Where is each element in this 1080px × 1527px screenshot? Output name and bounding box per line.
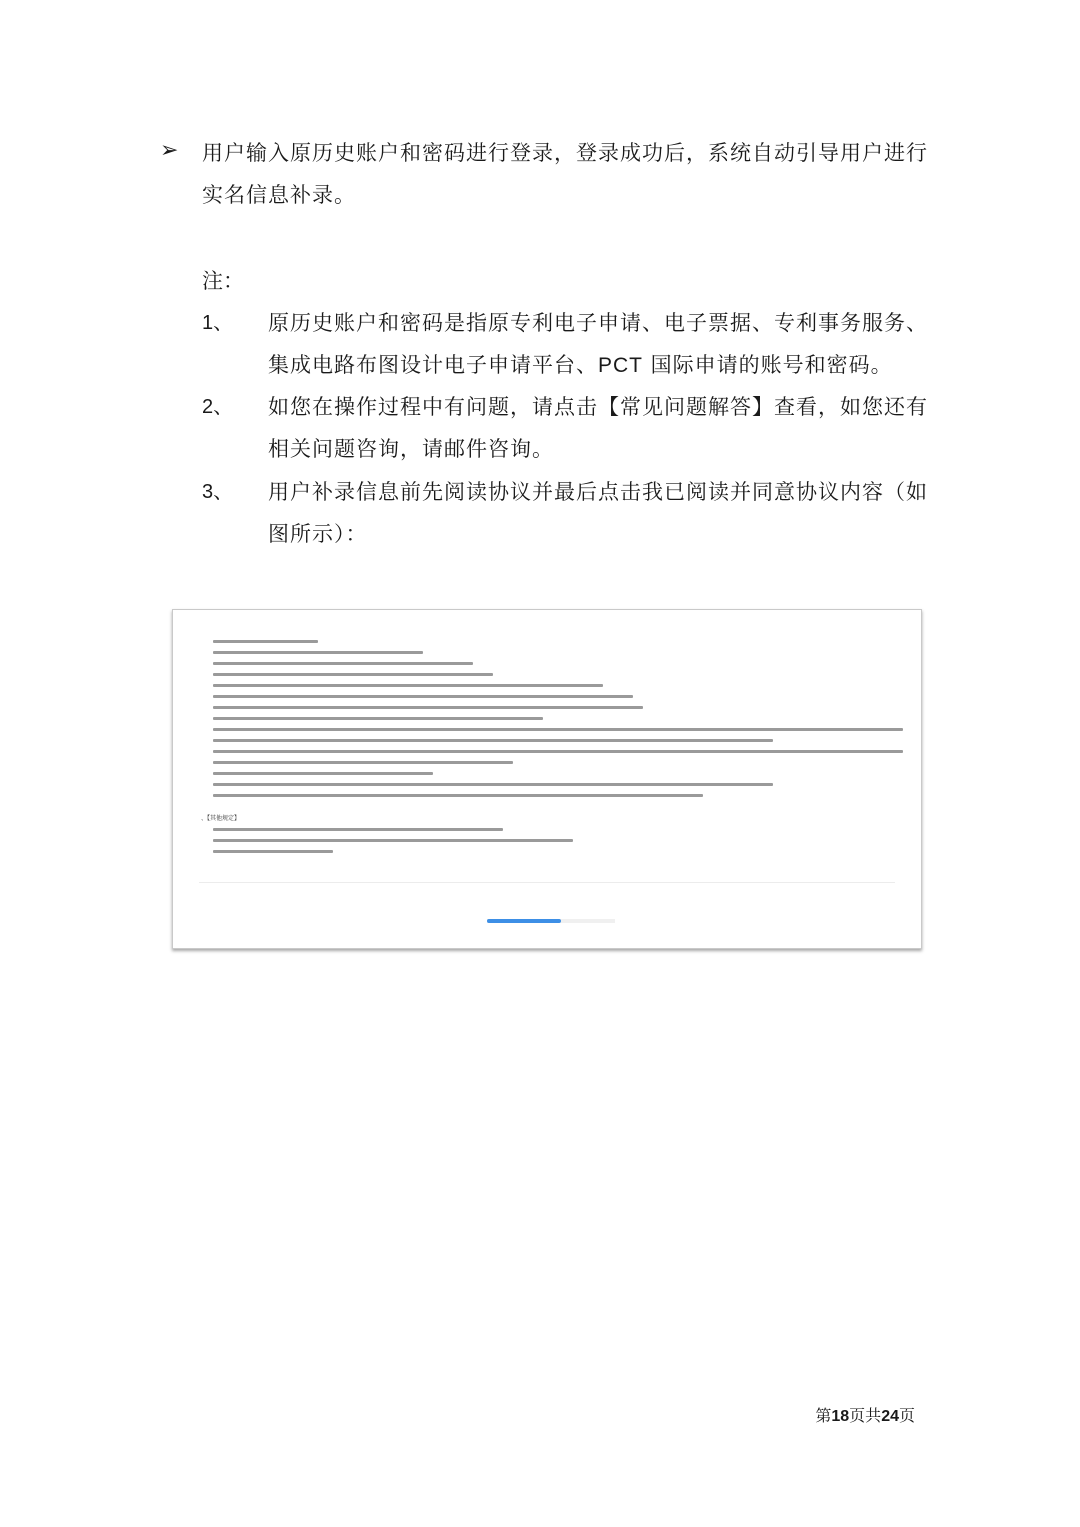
note-item-2 [202, 386, 932, 470]
agreement-section-heading: 、【其他规定】 [201, 816, 241, 822]
current-page: 18 [831, 1408, 850, 1425]
note-text: 用户补录信息前先阅读协议并最后点击我已阅读并同意协议内容（如图所示）： [268, 480, 928, 546]
total-pages: 24 [881, 1408, 899, 1425]
note-item-1 [202, 302, 932, 387]
bullet-paragraph [160, 132, 940, 216]
note-number: 2、 [202, 396, 234, 418]
note-text: 原历史账户和密码是指原专利电子申请、电子票据、专利事务服务、集成电路布图设计电子申请平台、PCT 国际申请的账号和密码。 [268, 311, 928, 377]
agreement-screenshot [172, 609, 922, 949]
agreement-text-lines-2 [213, 828, 903, 861]
scroll-progress-fill [487, 919, 561, 923]
note-text: 如您在操作过程中有问题，请点击【常见问题解答】查看，如您还有相关问题咨询，请邮件咨询。 [268, 395, 928, 461]
scroll-progress-bar[interactable] [487, 919, 615, 923]
note-label: 注： [202, 269, 244, 293]
arrow-bullet-icon: ➢ [160, 138, 179, 163]
note-item-3 [202, 471, 932, 555]
note-number: 1、 [202, 312, 234, 334]
agreement-text-lines [213, 640, 903, 805]
page-footer: 第18页共24页 [815, 1406, 915, 1425]
note-number: 3、 [202, 481, 234, 503]
bullet-text: 用户输入原历史账户和密码进行登录，登录成功后，系统自动引导用户进行实名信息补录。 [202, 141, 928, 207]
agreement-divider [199, 882, 895, 883]
